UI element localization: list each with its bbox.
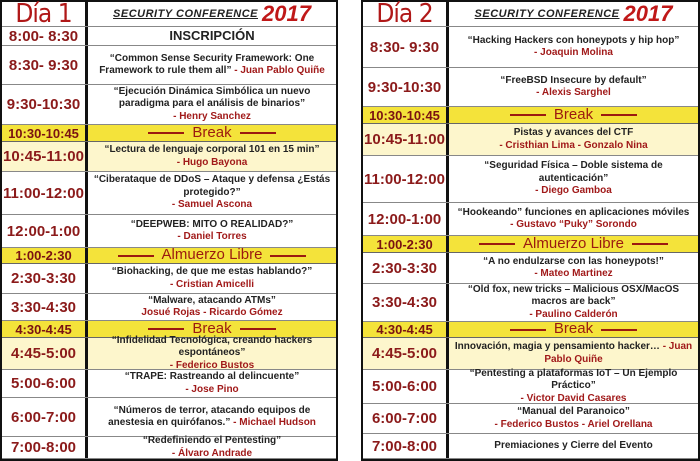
session-speaker: - Diego Gamboa — [535, 185, 612, 197]
conference-name: SECURITY CONFERENCE — [474, 7, 620, 20]
divider — [240, 328, 276, 330]
session-time: 12:00-1:00 — [363, 203, 449, 235]
session-title: “Pentesting a plataformas IoT – Un Ejemplo Práctico” — [469, 367, 678, 392]
divider — [632, 243, 668, 245]
session-time: 9:30-10:30 — [363, 68, 449, 106]
session-title: Innovación, magia y pensamiento hacker… - Juan Pablo Quiñe — [454, 341, 693, 365]
session-speaker: - Federico Bustos - Ariel Orellana — [494, 418, 653, 430]
session-time: 1:00-2:30 — [2, 248, 88, 263]
session-title: INSCRIPCIÓN — [169, 27, 255, 43]
divider — [510, 329, 546, 331]
session-speaker: - Paulino Calderón — [529, 308, 618, 320]
session-time: 4:45-5:00 — [2, 338, 88, 369]
session-row — [2, 264, 336, 294]
break-label: Break — [192, 123, 232, 141]
session-title: “Biohacking, de que me estas hablando?” — [111, 266, 313, 277]
session-row — [2, 437, 336, 459]
session-time: 3:30-4:30 — [363, 284, 449, 321]
break-label: Almuerzo Libre — [523, 234, 624, 252]
session-row — [2, 142, 336, 172]
session-time: 11:00-12:00 — [363, 156, 449, 202]
divider — [148, 132, 184, 134]
session-speaker: - Henry Sanchez — [173, 110, 251, 122]
break-row — [363, 236, 698, 253]
session-row — [2, 215, 336, 248]
session-speaker: - Cristian Amicelli — [169, 278, 255, 290]
session-title: “Ciberataque de DDoS – Ataque y defensa ¿Estás protegido?” — [93, 174, 331, 198]
session-title: “Old fox, new tricks – Malicious OSX/MacOS macros are back” — [467, 283, 680, 308]
session-time: 8:30- 9:30 — [2, 46, 88, 84]
conference-logo — [449, 2, 698, 26]
day-title: Día 1 — [2, 2, 88, 26]
session-title: “Lectura de lenguaje corporal 101 en 15 min” — [104, 144, 320, 155]
session-title: “Malware, atacando ATMs” — [148, 294, 276, 306]
day-header — [2, 2, 336, 27]
session-time: 4:30-4:45 — [2, 321, 88, 337]
session-time: 10:30-10:45 — [2, 125, 88, 141]
session-title: “A no endulzarse con las honeypots!” — [483, 255, 664, 267]
divider — [510, 114, 546, 116]
break-row — [2, 125, 336, 142]
break-label: Break — [553, 320, 594, 338]
session-speaker: - Daniel Torres — [177, 231, 247, 242]
divider — [601, 329, 637, 331]
session-time: 10:30-10:45 — [363, 107, 449, 123]
day-header — [363, 2, 698, 27]
session-time: 8:00- 8:30 — [2, 27, 88, 45]
session-speaker: - Álvaro Andrade — [171, 447, 253, 459]
session-speaker: - Mateo Martinez — [534, 268, 613, 279]
session-row — [363, 284, 698, 322]
session-time: 11:00-12:00 — [2, 172, 88, 214]
divider — [118, 255, 154, 257]
divider — [601, 114, 637, 116]
session-speaker: - Victor David Casares — [520, 392, 627, 404]
break-label: Break — [553, 105, 594, 123]
session-title: “Manual del Paranoico” — [517, 406, 630, 417]
conference-name: SECURITY CONFERENCE — [113, 7, 259, 20]
session-title: “Redefiniendo el Pentesting” — [142, 435, 282, 446]
session-time: 8:30- 9:30 — [363, 27, 449, 67]
session-row — [2, 85, 336, 125]
session-time: 4:45-5:00 — [363, 338, 449, 369]
session-time: 12:00-1:00 — [2, 215, 88, 247]
divider — [479, 243, 515, 245]
session-title: “TRAPE: Rastreando al delincuente” — [124, 371, 300, 382]
divider — [148, 328, 184, 330]
session-row — [2, 398, 336, 437]
divider — [270, 255, 306, 257]
session-time: 3:30-4:30 — [2, 294, 88, 320]
session-speaker: - Federico Bustos — [169, 359, 255, 371]
session-speaker: Josué Rojas - Ricardo Gómez — [141, 307, 283, 318]
session-time: 5:00-6:00 — [2, 370, 88, 397]
day-title: Día 2 — [363, 2, 449, 26]
session-title: “Hookeando” funciones en aplicaciones móviles — [457, 206, 690, 218]
session-title: “Ejecución Dinámica Simbólica un nuevo paradigma para el análisis de binarios” — [113, 85, 311, 110]
session-time: 7:00-8:00 — [363, 434, 449, 458]
break-row — [363, 107, 698, 124]
session-time: 10:45-11:00 — [2, 142, 88, 171]
break-row — [2, 248, 336, 264]
session-speaker: - Cristhian Lima - Gonzalo Nina — [499, 139, 648, 151]
session-title: “Infidelidad Tecnológica, creando hackers espontáneos” — [111, 334, 313, 359]
session-row — [363, 156, 698, 203]
session-time: 6:00-7:00 — [363, 404, 449, 433]
session-row — [2, 370, 336, 398]
session-time: 7:00-8:00 — [2, 437, 88, 458]
break-row — [363, 322, 698, 338]
session-row — [2, 334, 336, 371]
session-time: 5:00-6:00 — [363, 370, 449, 403]
session-speaker: - Michael Hudson — [233, 417, 316, 428]
session-row — [363, 404, 698, 434]
session-time: 1:00-2:30 — [363, 236, 449, 252]
session-row — [363, 68, 698, 107]
session-row — [2, 294, 336, 321]
conference-year: 2017 — [623, 0, 673, 26]
break-label: Break — [192, 319, 232, 337]
day-1-schedule — [0, 0, 338, 461]
session-speaker: - Alexis Sarghel — [536, 87, 611, 98]
session-title: Premiaciones y Cierre del Evento — [494, 439, 653, 451]
session-time: 4:30-4:45 — [363, 322, 449, 337]
session-speaker: - Joaquin Molina — [534, 47, 613, 58]
break-label: Almuerzo Libre — [161, 246, 263, 264]
session-time: 6:00-7:00 — [2, 398, 88, 436]
session-time: 2:30-3:30 — [2, 264, 88, 293]
session-speaker: - Juan Pablo Quiñe — [234, 65, 325, 76]
session-title: “FreeBSD Insecure by default” — [500, 74, 647, 86]
session-row — [363, 253, 698, 284]
session-row — [363, 434, 698, 459]
session-speaker: - Gustavo “Puky” Sorondo — [510, 219, 637, 230]
session-title: “Common Sense Security Framework: One Framework to rule them all” - Juan Pablo Quiñe — [99, 52, 325, 76]
session-row — [363, 338, 698, 370]
session-row — [363, 203, 698, 236]
session-time: 9:30-10:30 — [2, 85, 88, 124]
session-row — [363, 367, 698, 404]
day-2-schedule — [361, 0, 700, 461]
session-time: 10:45-11:00 — [363, 124, 449, 155]
session-title: “Seguridad Física – Doble sistema de autenticación” — [484, 160, 663, 184]
session-title: “Números de terror, atacando equipos de anestesia en quirófanos.” - Michael Hudson — [108, 404, 316, 428]
session-speaker: - Hugo Bayona — [176, 156, 248, 168]
session-row — [363, 124, 698, 156]
session-row — [2, 172, 336, 215]
session-row — [2, 27, 336, 46]
session-row — [2, 46, 336, 85]
session-speaker: - Samuel Ascona — [171, 199, 253, 211]
divider — [240, 132, 276, 134]
session-time: 2:30-3:30 — [363, 253, 449, 283]
session-row — [363, 27, 698, 68]
conference-year: 2017 — [262, 0, 311, 26]
session-title: “Hacking Hackers con honeypots y hip hop” — [467, 34, 680, 46]
session-speaker: - Juan Pablo Quiñe — [544, 341, 693, 365]
conference-logo — [88, 2, 336, 26]
session-title: “DEEPWEB: MITO O REALIDAD?” — [130, 218, 294, 230]
session-title: Pistas y avances del CTF — [513, 127, 634, 138]
session-speaker: - Jose Pino — [185, 383, 239, 395]
